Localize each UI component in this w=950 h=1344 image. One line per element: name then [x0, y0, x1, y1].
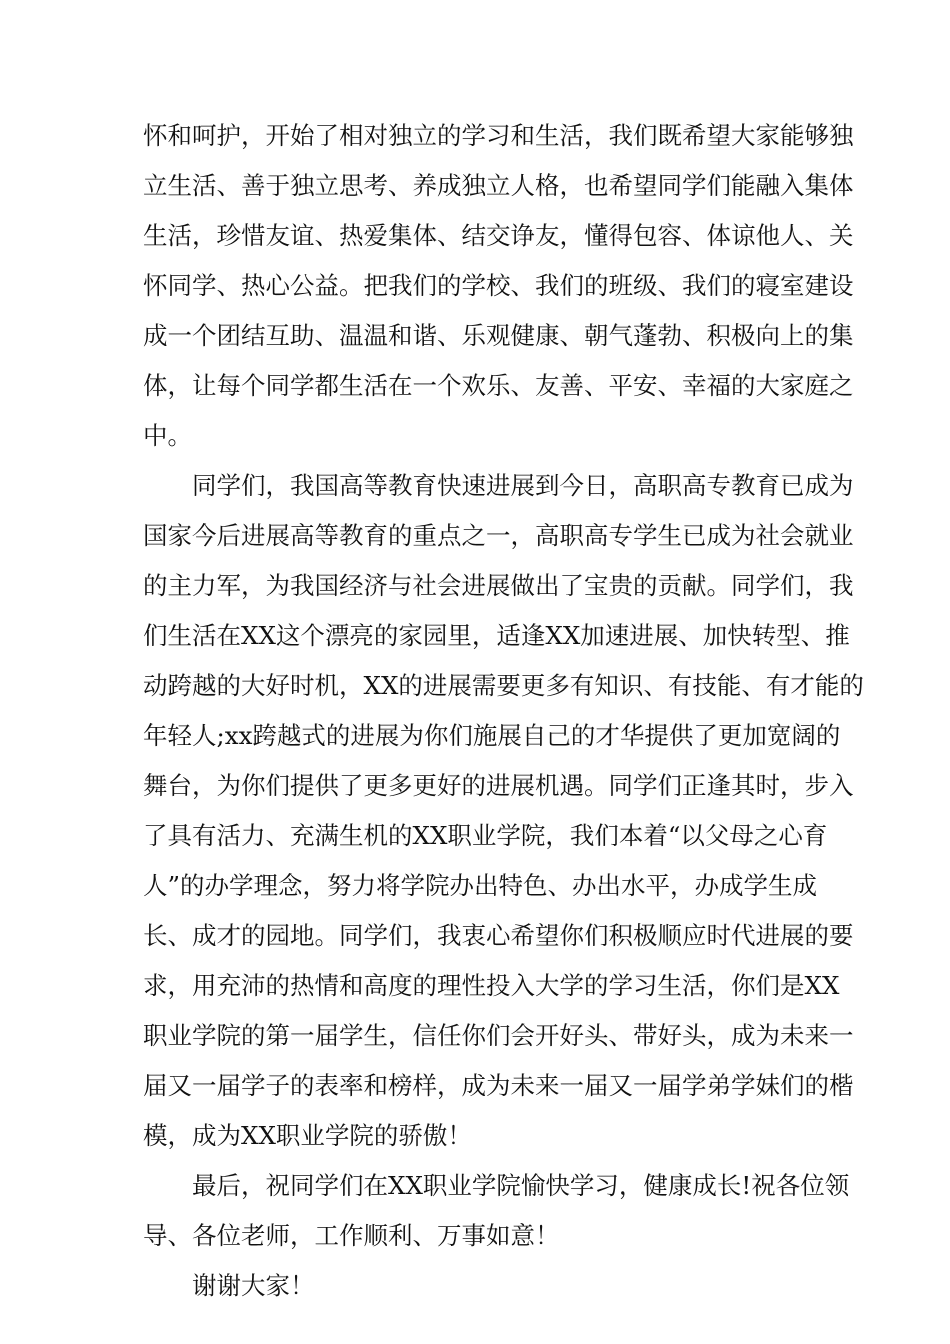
text-line: 体，让每个同学都生活在一个欢乐、友善、平安、幸福的大家庭之: [143, 371, 854, 400]
text-line: 怀和呵护，开始了相对独立的学习和生活，我们既希望大家能够独: [143, 121, 854, 150]
text-line: 怀同学、热心公益。把我们的学校、我们的班级、我们的寝室建设: [143, 271, 854, 300]
closing-line: 谢谢大家！: [192, 1271, 315, 1300]
text-line: 届又一届学子的表率和榜样，成为未来一届又一届学弟学妹们的楷: [143, 1071, 854, 1100]
text-line: 模，成为XX职业学院的骄傲！: [143, 1121, 472, 1150]
text-line: 求，用充沛的热情和高度的理性投入大学的学习生活，你们是XX: [143, 971, 840, 1000]
text-line: 舞台，为你们提供了更多更好的进展机遇。同学们正逢其时，步入: [143, 771, 854, 800]
text-line: 了具有活力、充满生机的XX职业学院，我们本着“以父母之心育: [143, 821, 828, 850]
text-line: 生活，珍惜友谊、热爱集体、结交诤友，懂得包容、体谅他人、关: [143, 221, 854, 250]
text-line: 导、各位老师，工作顺利、万事如意！: [143, 1221, 560, 1250]
text-line: 长、成才的园地。同学们，我衷心希望你们积极顺应时代进展的要: [143, 921, 854, 950]
text-line: 职业学院的第一届学生，信任你们会开好头、带好头，成为未来一: [143, 1021, 854, 1050]
paragraph-start-line: 最后，祝同学们在XX职业学院愉快学习，健康成长!祝各位领: [192, 1171, 850, 1200]
text-line: 动跨越的大好时机，XX的进展需要更多有知识、有技能、有才能的: [143, 671, 864, 700]
text-line: 成一个团结互助、温温和谐、乐观健康、朝气蓬勃、积极向上的集: [143, 321, 854, 350]
speech-text: [143, 111, 864, 1311]
text-line: 的主力军，为我国经济与社会进展做出了宝贵的贡献。同学们，我: [143, 571, 854, 600]
text-line: 年轻人;xx跨越式的进展为你们施展自己的才华提供了更加宽阔的: [143, 721, 841, 750]
text-line: 人”的办学理念，努力将学院办出特色、办出水平，办成学生成: [143, 871, 818, 900]
text-line: 国家今后进展高等教育的重点之一，高职高专学生已成为社会就业: [143, 521, 854, 550]
text-line: 们生活在XX这个漂亮的家园里，适逢XX加速进展、加快转型、推: [143, 621, 850, 650]
paragraph-start-line: 同学们，我国高等教育快速进展到今日，高职高专教育已成为: [192, 471, 854, 500]
text-line: 中。: [143, 421, 192, 450]
text-line: 立生活、善于独立思考、养成独立人格，也希望同学们能融入集体: [143, 171, 854, 200]
